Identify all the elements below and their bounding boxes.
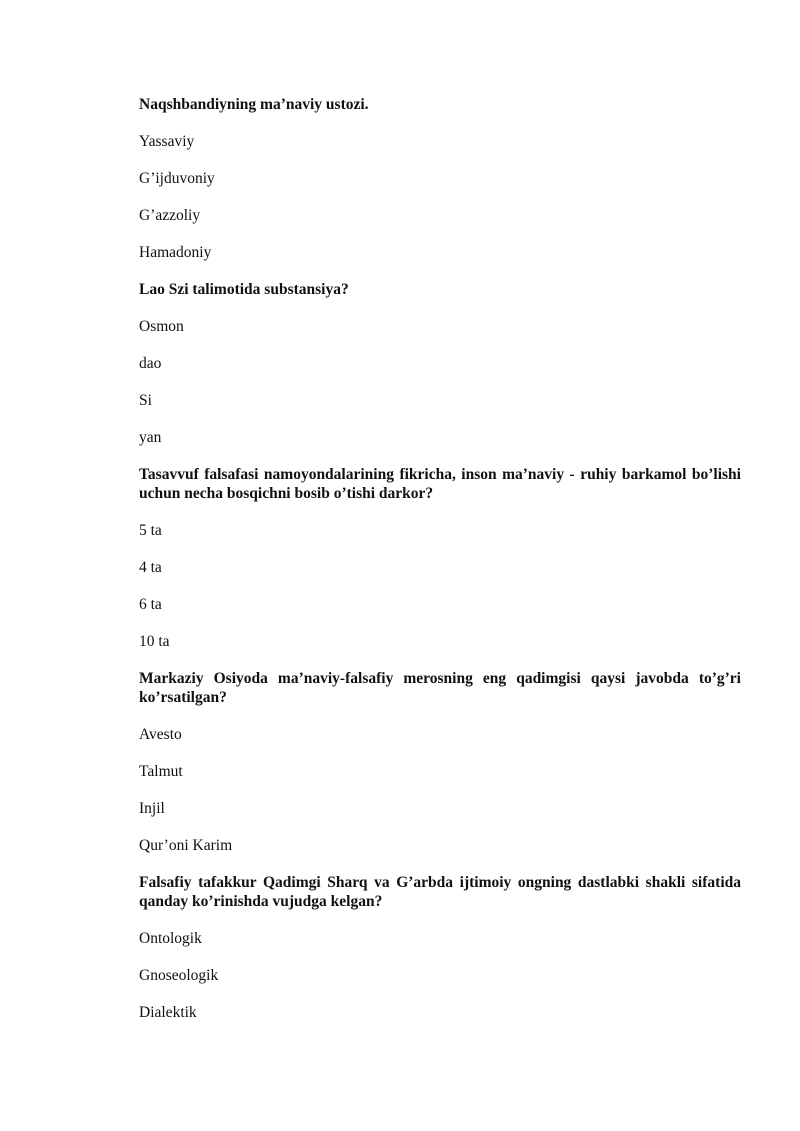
answer-option: Avesto xyxy=(139,726,182,743)
answer-option: G’azzoliy xyxy=(139,207,201,224)
answer-option: Talmut xyxy=(139,763,183,780)
question-1: Naqshbandiyning ma’naviy ustozi. xyxy=(139,96,369,113)
answer-option: 5 ta xyxy=(139,522,162,539)
answer-option: Qur’oni Karim xyxy=(139,837,233,854)
answer-option: 4 ta xyxy=(139,559,162,576)
answer-option: Hamadoniy xyxy=(139,244,212,261)
question-2: Lao Szi talimotida substansiya? xyxy=(139,281,349,298)
answer-option: dao xyxy=(139,355,162,372)
answer-option: Ontologik xyxy=(139,930,202,947)
answer-option: Dialektik xyxy=(139,1004,197,1021)
question-5: Falsafiy tafakkur Qadimgi Sharq va G’arbda ijtimoiy ongning dastlabki shakli sifatida qanday ko’rinishda vujudga kelgan? xyxy=(139,874,741,910)
answer-option: Gnoseologik xyxy=(139,967,219,984)
question-4: Markaziy Osiyoda ma’naviy-falsafiy merosning eng qadimgisi qaysi javobda to’g’ri ko’rsatilgan? xyxy=(139,670,741,706)
answer-option: G’ijduvoniy xyxy=(139,170,215,187)
answer-option: Yassaviy xyxy=(139,133,195,150)
answer-option: Si xyxy=(139,392,152,409)
answer-option: 6 ta xyxy=(139,596,162,613)
answer-option: Osmon xyxy=(139,318,184,335)
question-3: Tasavvuf falsafasi namoyondalarining fikricha, inson ma’naviy - ruhiy barkamol bo’lishi uchun necha bosqichni bosib o’tishi darkor? xyxy=(139,466,741,502)
answer-option: 10 ta xyxy=(139,633,170,650)
quiz-content xyxy=(139,95,741,1040)
answer-option: yan xyxy=(139,429,162,446)
answer-option: Injil xyxy=(139,800,165,817)
